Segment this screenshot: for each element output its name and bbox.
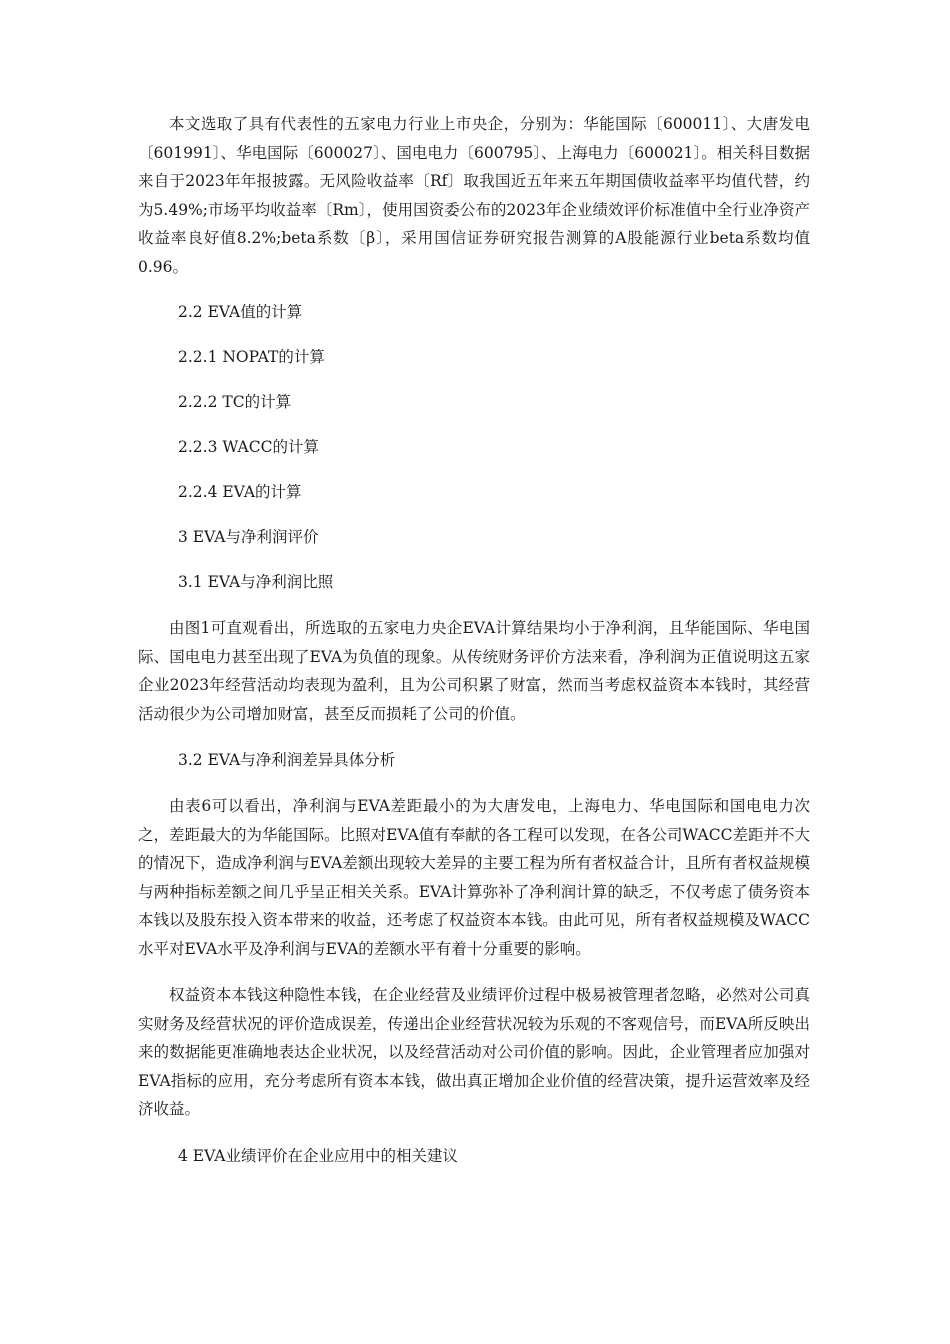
heading-2-2-3: 2.2.3 WACC的计算 <box>178 438 319 456</box>
heading-2-2-2: 2.2.2 TC的计算 <box>178 393 292 411</box>
paragraph-difference-analysis: 由表6可以看出，净利润与EVA差距最小的为大唐发电，上海电力、华电国际和国电电力次之，差距最大的为华能国际。比照对EVA值有奉献的各工程可以发现，在各公司WACC差距并不大的情况下，造成净利润与EVA差额出现较大差异的主要工程为所有者权益合计，且所有者权益规模与两种指标差额之间几乎呈正相关关系。EVA计算弥补了净利润计算的缺乏，不仅考虑了债务资本本钱以及股东投入资本带来的收益，还考虑了权益资本本钱。由此可见，所有者权益规模及WACC水平对EVA水平及净利润与EVA的差额水平有着十分重要的影响。 <box>138 797 810 958</box>
heading-4: 4 EVA业绩评价在企业应用中的相关建议 <box>178 1146 458 1165</box>
heading-3-1: 3.1 EVA与净利润比照 <box>178 573 334 591</box>
paragraph-equity-cost: 权益资本本钱这种隐性本钱，在企业经营及业绩评价过程中极易被管理者忽略，必然对公司真实财务及经营状况的评价造成误差，传递出企业经营状况较为乐观的不客观信号，而EVA所反映出来的数据能更准确地表达企业状况，以及经营活动对公司价值的影响。因此，企业管理者应加强对EVA指标的应用，充分考虑所有资本本钱，做出真正增加企业价值的经营决策，提升运营效率及经济收益。 <box>138 986 810 1118</box>
document-page <box>138 110 810 1170</box>
heading-2-2-1: 2.2.1 NOPAT的计算 <box>178 348 325 366</box>
heading-3-2: 3.2 EVA与净利润差异具体分析 <box>178 751 396 769</box>
paragraph-sample-selection: 本文选取了具有代表性的五家电力行业上市央企，分别为：华能国际〔600011〕、大唐发电〔601991〕、华电国际〔600027〕、国电电力〔600795〕、上海电力〔600021〕。相关科目数据来自于2023年年报披露。无风险收益率〔Rf〕取我国近五年来五年期国债收益率平均值代替，约为5.49%;市场平均收益率〔Rm〕，使用国资委公布的2023年企业绩效评价标准值中全行业净资产收益率良好值8.2%;beta系数〔β〕，采用国信证券研究报告测算的A股能源行业beta系数均值0.96。 <box>138 115 810 276</box>
heading-3: 3 EVA与净利润评价 <box>178 528 319 546</box>
paragraph-eva-comparison: 由图1可直观看出，所选取的五家电力央企EVA计算结果均小于净利润，且华能国际、华电国际、国电电力甚至出现了EVA为负值的现象。从传统财务评价方法来看，净利润为正值说明这五家企业2023年经营活动均表现为盈利，且为公司积累了财富，然而当考虑权益资本本钱时，其经营活动很少为公司增加财富，甚至反而损耗了公司的价值。 <box>138 619 810 723</box>
heading-2-2-4: 2.2.4 EVA的计算 <box>178 483 302 501</box>
heading-2-2: 2.2 EVA值的计算 <box>178 303 303 321</box>
